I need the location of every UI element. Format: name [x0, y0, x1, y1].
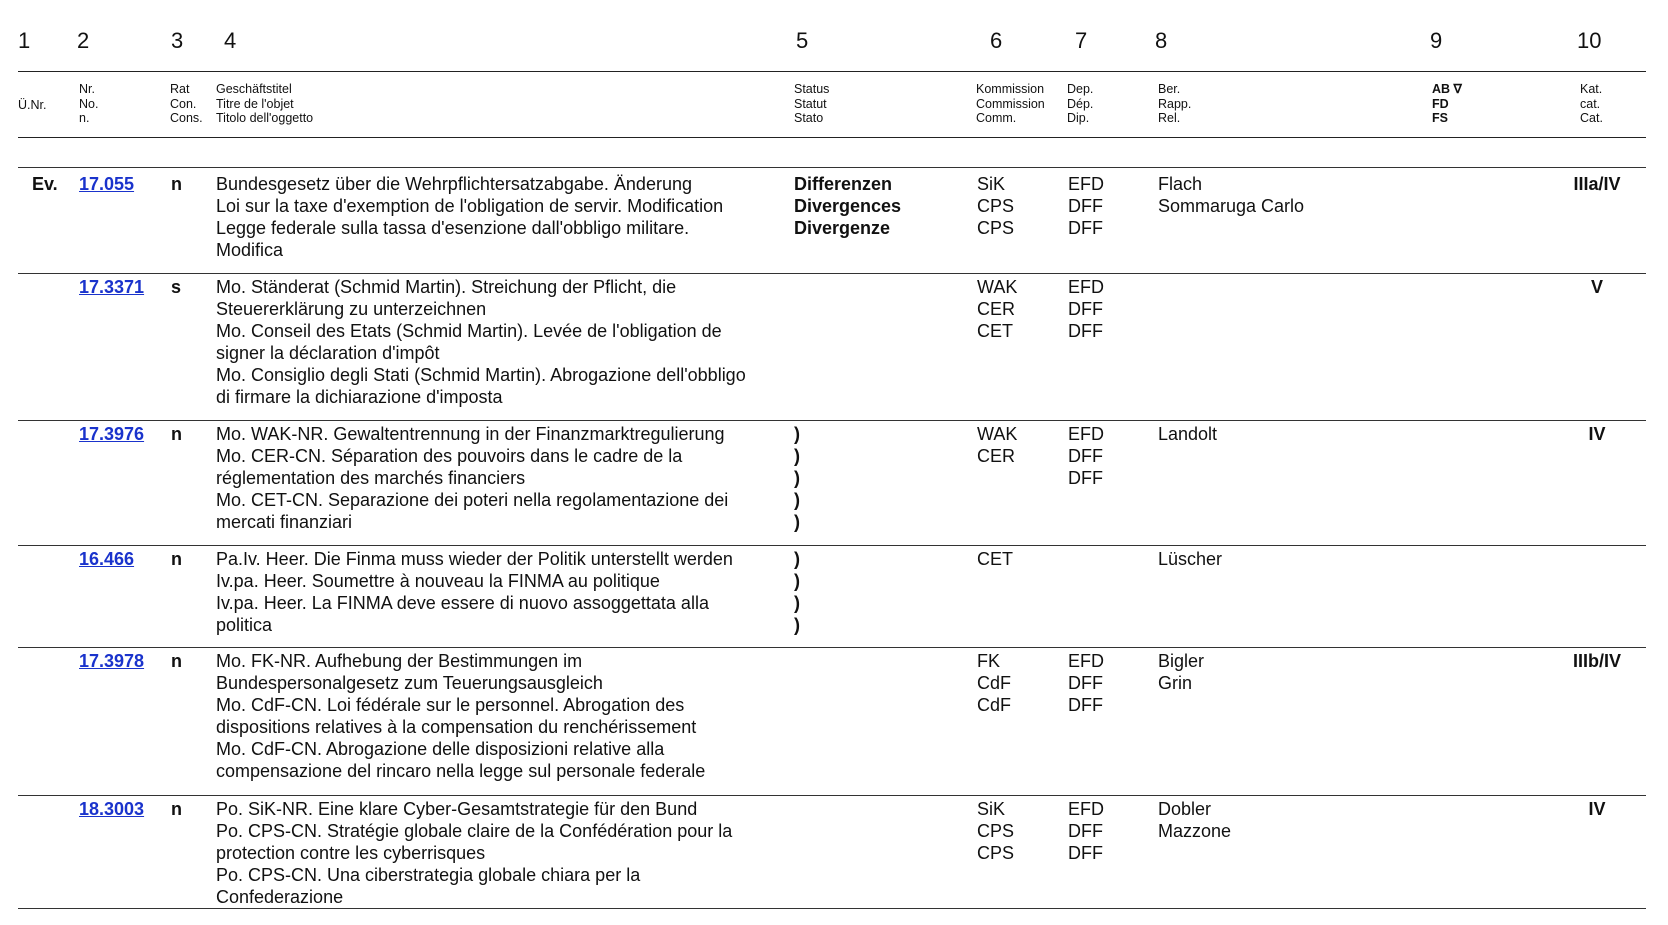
rapporteur — [1158, 798, 1231, 842]
column-number-6: 6 — [990, 28, 1003, 53]
department-line: EFD — [1068, 277, 1104, 297]
status — [794, 548, 800, 636]
department — [1068, 423, 1104, 489]
business-title-line: mercati finanziari — [216, 512, 353, 532]
header-rat: Rat Con. Cons. — [170, 82, 203, 125]
header-unr: Ü.Nr. — [18, 98, 47, 112]
table-top-rule — [18, 167, 1646, 168]
commission-line: FK — [977, 651, 1001, 671]
row-divider — [18, 545, 1646, 546]
category — [1567, 798, 1627, 820]
business-title-line: Steuererklärung zu unterzeichnen — [216, 299, 487, 319]
business-title — [216, 423, 728, 533]
department — [1068, 173, 1104, 239]
category-line: IIIb/IV — [1572, 651, 1621, 671]
department — [1068, 650, 1104, 716]
row-prefix: Ev. — [32, 174, 58, 194]
commission-line: CPS — [977, 821, 1015, 841]
rapporteur — [1158, 173, 1304, 217]
commission — [977, 423, 1017, 467]
header-kat: Kat. cat. Cat. — [1580, 82, 1603, 125]
business-title-line: Mo. FK-NR. Aufhebung der Bestimmungen im — [216, 651, 583, 671]
commission-line: CdF — [977, 695, 1012, 715]
row-divider — [18, 908, 1646, 909]
council-code: n — [171, 549, 182, 569]
business-title-line: Loi sur la taxe d'exemption de l'obligation de servir. Modification — [216, 196, 724, 216]
column-number-5: 5 — [796, 28, 809, 53]
commission-line: SiK — [977, 799, 1006, 819]
category-line: IV — [1588, 424, 1606, 444]
status-line: ) — [794, 571, 800, 591]
business-title-line: protection contre les cyberrisques — [216, 843, 486, 863]
department-line: EFD — [1068, 799, 1104, 819]
commission — [977, 548, 1013, 570]
business-title-line: Confederazione — [216, 887, 344, 907]
business-title-line: dispositions relatives à la compensation du renchérissement — [216, 717, 697, 737]
rapporteur-line: Sommaruga Carlo — [1158, 196, 1305, 216]
council-code: n — [171, 651, 182, 671]
commission-line: CPS — [977, 218, 1015, 238]
business-number-link[interactable]: 17.3371 — [79, 277, 145, 297]
business-title-line: Bundespersonalgesetz zum Teuerungsausgleich — [216, 673, 603, 693]
category — [1567, 173, 1627, 195]
commission-line: CET — [977, 321, 1013, 341]
rapporteur-line: Dobler — [1158, 799, 1212, 819]
column-number-3: 3 — [171, 28, 184, 53]
table-row — [0, 173, 1668, 273]
commission — [977, 173, 1014, 239]
status-line: ) — [794, 549, 800, 569]
column-number-2: 2 — [77, 28, 90, 53]
category-line: V — [1590, 277, 1603, 297]
status — [794, 423, 800, 533]
department-line: DFF — [1068, 673, 1103, 693]
header-bottom-rule — [18, 137, 1646, 138]
header-ab: AB ∇ FD FS — [1432, 82, 1462, 125]
department-line: DFF — [1068, 843, 1103, 863]
category-line: IV — [1588, 799, 1606, 819]
business-title — [216, 548, 733, 636]
table-row — [0, 423, 1668, 545]
business-title-line: Iv.pa. Heer. Soumettre à nouveau la FINMA au politique — [216, 571, 660, 591]
commission-line: CER — [977, 446, 1016, 466]
row-divider — [18, 273, 1646, 274]
status-line: ) — [794, 424, 800, 444]
business-title-line: Bundesgesetz über die Wehrpflichtersatzabgabe. Änderung — [216, 174, 692, 194]
business-title-line: Mo. Conseil des Etats (Schmid Martin). Levée de l'obligation de — [216, 321, 722, 341]
rapporteur — [1158, 650, 1204, 694]
commission — [977, 650, 1011, 716]
business-title-line: Mo. CET-CN. Separazione dei poteri nella regolamentazione dei — [216, 490, 729, 510]
commission-line: CER — [977, 299, 1016, 319]
business-title-line: signer la déclaration d'impôt — [216, 343, 440, 363]
department-line: DFF — [1068, 299, 1103, 319]
column-number-9: 9 — [1430, 28, 1443, 53]
header-top-rule — [18, 71, 1646, 72]
status-line: Differenzen — [794, 174, 893, 194]
department-line: DFF — [1068, 196, 1103, 216]
column-number-4: 4 — [224, 28, 237, 53]
commission-line: WAK — [977, 424, 1018, 444]
business-title-line: Mo. Ständerat (Schmid Martin). Streichung der Pflicht, die — [216, 277, 677, 297]
business-title-line: Legge federale sulla tassa d'esenzione dall'obbligo militare. — [216, 218, 690, 238]
department-line: DFF — [1068, 821, 1103, 841]
council-code: n — [171, 799, 182, 819]
status-line: Divergences — [794, 196, 902, 216]
department-line: DFF — [1068, 446, 1103, 466]
column-number-8: 8 — [1155, 28, 1168, 53]
category — [1567, 650, 1627, 672]
commission-line: WAK — [977, 277, 1018, 297]
commission — [977, 276, 1017, 342]
business-title-line: Iv.pa. Heer. La FINMA deve essere di nuovo assoggettata alla — [216, 593, 709, 613]
row-divider — [18, 420, 1646, 421]
business-title-line: Po. CPS-CN. Una ciberstrategia globale chiara per la — [216, 865, 641, 885]
business-title-line: Mo. CdF-CN. Loi fédérale sur le personnel. Abrogation des — [216, 695, 685, 715]
table-row — [0, 650, 1668, 795]
department-line: EFD — [1068, 424, 1104, 444]
council-code: n — [171, 174, 182, 194]
rapporteur-line: Bigler — [1158, 651, 1205, 671]
table-row — [0, 798, 1668, 908]
category — [1567, 423, 1627, 445]
department-line: DFF — [1068, 468, 1103, 488]
commission — [977, 798, 1014, 864]
department — [1068, 276, 1104, 342]
department-line: EFD — [1068, 651, 1104, 671]
rapporteur-line: Landolt — [1158, 424, 1218, 444]
row-divider — [18, 795, 1646, 796]
status-line: ) — [794, 593, 800, 613]
business-title-line: politica — [216, 615, 273, 635]
category-line: IIIa/IV — [1573, 174, 1621, 194]
table-row — [0, 276, 1668, 420]
department-line: DFF — [1068, 321, 1103, 341]
commission-line: CdF — [977, 673, 1012, 693]
business-title-line: compensazione del rincaro nella legge sul personale federale — [216, 761, 706, 781]
rapporteur-line: Lüscher — [1158, 549, 1223, 569]
business-number-link[interactable]: 17.3976 — [79, 424, 145, 444]
column-number-10: 10 — [1577, 28, 1602, 53]
rapporteur — [1158, 548, 1222, 570]
business-title — [216, 798, 732, 908]
business-title-line: di firmare la dichiarazione d'imposta — [216, 387, 503, 407]
council-code: n — [171, 424, 182, 444]
status — [794, 173, 901, 239]
department-line: EFD — [1068, 174, 1104, 194]
category — [1567, 276, 1627, 298]
rapporteur-line: Grin — [1158, 673, 1193, 693]
commission-line: CPS — [977, 196, 1015, 216]
commission-line: CET — [977, 549, 1013, 569]
header-titel: Geschäftstitel Titre de l'objet Titolo dell'oggetto — [216, 82, 314, 125]
business-title-line: Mo. WAK-NR. Gewaltentrennung in der Finanzmarktregulierung — [216, 424, 725, 444]
business-title — [216, 276, 746, 408]
business-title-line: réglementation des marchés financiers — [216, 468, 526, 488]
table-row — [0, 548, 1668, 647]
status-line: Divergenze — [794, 218, 891, 238]
business-number-link[interactable]: 17.3978 — [79, 651, 145, 671]
business-title-line: Po. CPS-CN. Stratégie globale claire de la Confédération pour la — [216, 821, 733, 841]
business-title-line: Po. SiK-NR. Eine klare Cyber-Gesamtstrategie für den Bund — [216, 799, 698, 819]
business-title-line: Mo. Consiglio degli Stati (Schmid Martin). Abrogazione dell'obbligo — [216, 365, 746, 385]
rapporteur — [1158, 423, 1217, 445]
column-number-1: 1 — [18, 28, 31, 53]
department-line: DFF — [1068, 218, 1103, 238]
department-line: DFF — [1068, 695, 1103, 715]
header-nr: Nr. No. n. — [79, 82, 99, 125]
status-line: ) — [794, 490, 800, 510]
column-number-7: 7 — [1075, 28, 1088, 53]
commission-line: SiK — [977, 174, 1006, 194]
business-title — [216, 173, 723, 261]
header-ber: Ber. Rapp. Rel. — [1158, 82, 1192, 125]
header-status: Status Statut Stato — [794, 82, 830, 125]
business-title-line: Pa.Iv. Heer. Die Finma muss wieder der Politik unterstellt werden — [216, 549, 733, 569]
department — [1068, 798, 1104, 864]
rapporteur-line: Mazzone — [1158, 821, 1232, 841]
business-title — [216, 650, 705, 782]
status-line: ) — [794, 468, 800, 488]
status-line: ) — [794, 446, 800, 466]
row-divider — [18, 647, 1646, 648]
business-title-line: Modifica — [216, 240, 284, 260]
business-number-link[interactable]: 16.466 — [79, 549, 135, 569]
business-title-line: Mo. CER-CN. Séparation des pouvoirs dans le cadre de la — [216, 446, 683, 466]
commission-line: CPS — [977, 843, 1015, 863]
header-kommission: Kommission Commission Comm. — [976, 82, 1045, 125]
business-title-line: Mo. CdF-CN. Abrogazione delle disposizioni relative alla — [216, 739, 665, 759]
business-number-link[interactable]: 18.3003 — [79, 799, 145, 819]
rapporteur-line: Flach — [1158, 174, 1203, 194]
council-code: s — [171, 277, 182, 297]
business-number-link[interactable]: 17.055 — [79, 174, 135, 194]
status-line: ) — [794, 512, 800, 532]
header-dep: Dep. Dép. Dip. — [1067, 82, 1094, 125]
status-line: ) — [794, 615, 800, 635]
